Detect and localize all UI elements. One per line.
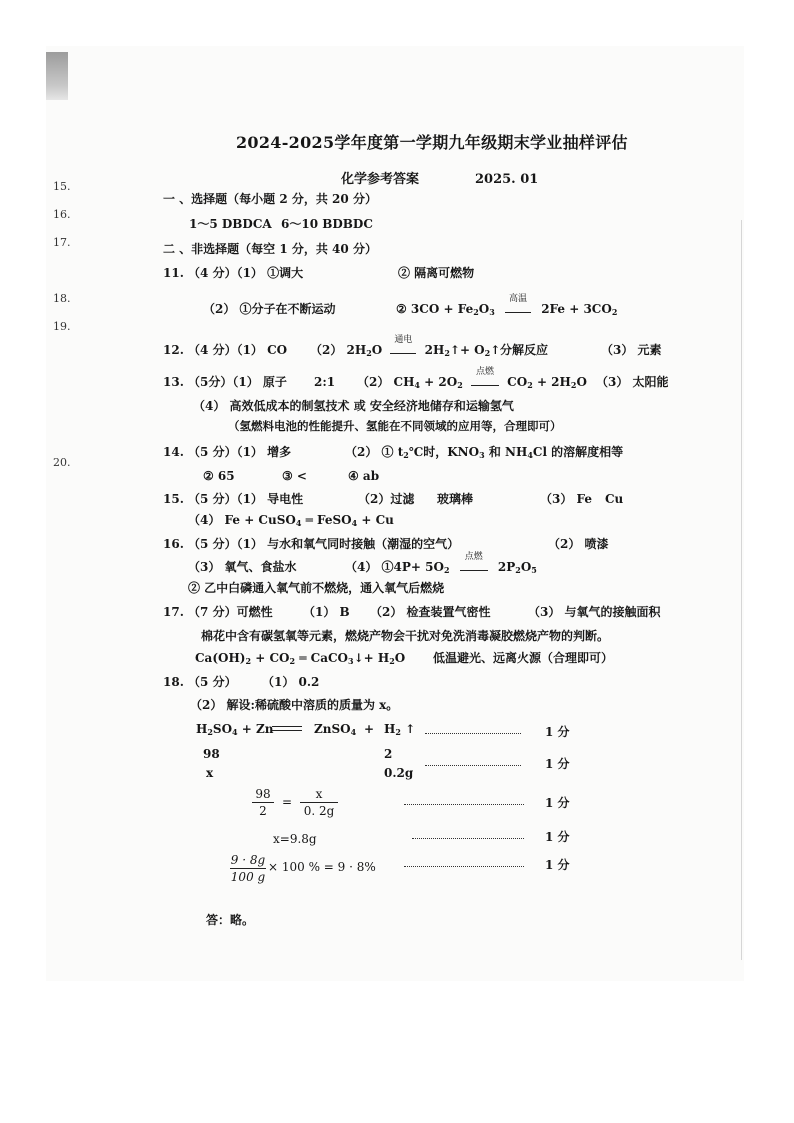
margin-number: 19.	[53, 320, 71, 333]
answer-line: 6～10 BDBDC	[281, 217, 373, 231]
date: 2025. 01	[475, 172, 539, 187]
q15-answer: 玻璃棒	[437, 492, 474, 506]
molar-mass: 98	[203, 747, 220, 761]
q15-line: 15. （5 分）（1） 导电性	[163, 492, 304, 506]
dot-leader	[404, 866, 524, 867]
molar-mass: 2	[384, 747, 393, 761]
margin-number: 20.	[53, 456, 71, 469]
score: 1 分	[545, 830, 570, 844]
q13-answer: （3） 太阳能	[596, 375, 669, 389]
score: 1 分	[545, 725, 570, 739]
q17-equation: $Ca(OH)_2 + CO_2$ ═ CaCO$_3$↓+ $H_2O$	[195, 651, 406, 666]
dot-leader	[425, 733, 521, 734]
q18-equation-right: $H_2$ ↑	[384, 722, 416, 737]
q12-answer: （3） 元素	[601, 343, 662, 357]
q16-equation: （4） ①4P+ $5O_2$ 点燃 $2P_2O_5$	[345, 552, 537, 575]
q14-answer: ③ <	[282, 469, 307, 483]
equals-bar	[272, 726, 302, 727]
q13-note: （氢燃料电池的性能提升、氢能在不同领域的应用等，合理即可）	[228, 419, 562, 433]
section-heading: 二 、非选择题（每空 1 分，共 40 分）	[163, 242, 377, 256]
q18-line2: （2） 解设:稀硫酸中溶质的质量为 x。	[190, 698, 399, 712]
q17-answer: （3） 与氧气的接触面积	[528, 605, 661, 619]
q16-line: 16. （5 分）（1） 与水和氧气同时接触（潮湿的空气）	[163, 537, 460, 551]
q15-answer: （2）过滤	[358, 492, 415, 506]
page-subtitle: 化学参考答案	[341, 172, 420, 187]
q13-line: 13. （5分）（1） 原子	[163, 375, 287, 389]
margin-number: 16.	[53, 208, 71, 221]
q15-answer: Cu	[605, 492, 624, 506]
q11-equation: ② $3CO + Fe_2O_3$ 高温 $2Fe + 3CO_2$	[396, 294, 618, 317]
q12-equation: （2） $2H_2O$ 通电 $2H_2↑+$ $O_2↑$	[310, 335, 501, 358]
q12-type: 分解反应	[500, 343, 549, 357]
condition-label: 高温	[508, 294, 527, 304]
q11-answer: ② 隔离可燃物	[398, 266, 475, 280]
q12-line: 12. （4 分）（1） CO	[163, 343, 288, 357]
q17-answer: （1） B	[303, 605, 350, 619]
q14-answer: ② 65	[203, 469, 235, 483]
final-answer: 答：略。	[206, 913, 255, 927]
q17-answer: （2） 检查装置气密性	[370, 605, 491, 619]
q18-answer: （1） 0.2	[262, 675, 320, 689]
q13-line2: （4） 高效低成本的制氢技术 或 安全经济地储存和运输氢气	[193, 399, 514, 413]
fraction-percent: 9 · 8g 100 g	[230, 853, 266, 884]
scan-edge	[741, 220, 742, 960]
q14-answer: （2） ① $t_2℃$时，$KNO_3$ 和 $NH_4Cl$ 的溶解度相等	[345, 445, 624, 460]
score: 1 分	[545, 757, 570, 771]
dot-leader	[425, 765, 521, 766]
q15-answer: （3） Fe	[540, 492, 593, 506]
q13-equation: （2） $CH_4 + 2O_2$ 点燃 $CO_2 + 2H_2O$	[357, 367, 587, 390]
fraction-left: 98 2	[252, 786, 274, 819]
q16-answer: （2） 喷漆	[548, 537, 609, 551]
fraction-right: x 0. 2g	[300, 786, 338, 819]
dot-leader	[404, 804, 524, 805]
scan-shadow	[46, 52, 68, 100]
q15-equation: （4） Fe + CuSO$_4$ ═ FeSO$_4$ + Cu	[188, 513, 394, 528]
score: 1 分	[545, 796, 570, 810]
q11-line2: （2） ①分子在不断运动	[203, 302, 336, 316]
margin-number: 17.	[53, 236, 71, 249]
page-title: 2024-2025学年度第一学期九年级期末学业抽样评估	[236, 133, 628, 152]
section-heading: 一 、选择题（每小题 2 分，共 20 分）	[163, 192, 377, 206]
margin-number: 15.	[53, 180, 71, 193]
q16-answer: ② 乙中白磷通入氧气前不燃烧，通入氧气后燃烧	[188, 581, 445, 595]
score: 1 分	[545, 858, 570, 872]
q18-equation-right: ZnSO$_4$	[314, 722, 357, 737]
q13-ratio: 2:1	[314, 375, 336, 389]
q16-answer: （3） 氧气、食盐水	[188, 560, 297, 574]
q18-line: 18. （5 分）	[163, 675, 237, 689]
result: x=9.8g	[273, 832, 317, 846]
margin-number: 18.	[53, 292, 71, 305]
plus-sign: +	[364, 722, 375, 736]
q17-line: 17. （7 分）可燃性	[163, 605, 273, 619]
q17-line2: 棉花中含有碳氢氧等元素，燃烧产物会干扰对免洗消毒凝胶燃烧产物的判断。	[201, 629, 610, 643]
dot-leader	[412, 838, 524, 839]
q18-equation-left: $H_2SO_4 + Zn$	[196, 722, 274, 737]
given-mass: 0.2g	[384, 766, 414, 780]
equals-bar	[272, 730, 302, 731]
equals-sign: =	[282, 795, 293, 809]
q17-answer: 低温避光、远离火源（合理即可）	[433, 651, 614, 665]
q14-answer: ④ ab	[348, 469, 380, 483]
unknown: x	[206, 766, 214, 780]
q11-line1: 11. （4 分）（1） ①调大	[163, 266, 304, 280]
q14-line: 14. （5 分）（1） 增多	[163, 445, 292, 459]
percent-result: × 100 % = 9 · 8%	[268, 860, 376, 874]
answer-line: 1～5 DBDCA	[189, 217, 272, 231]
